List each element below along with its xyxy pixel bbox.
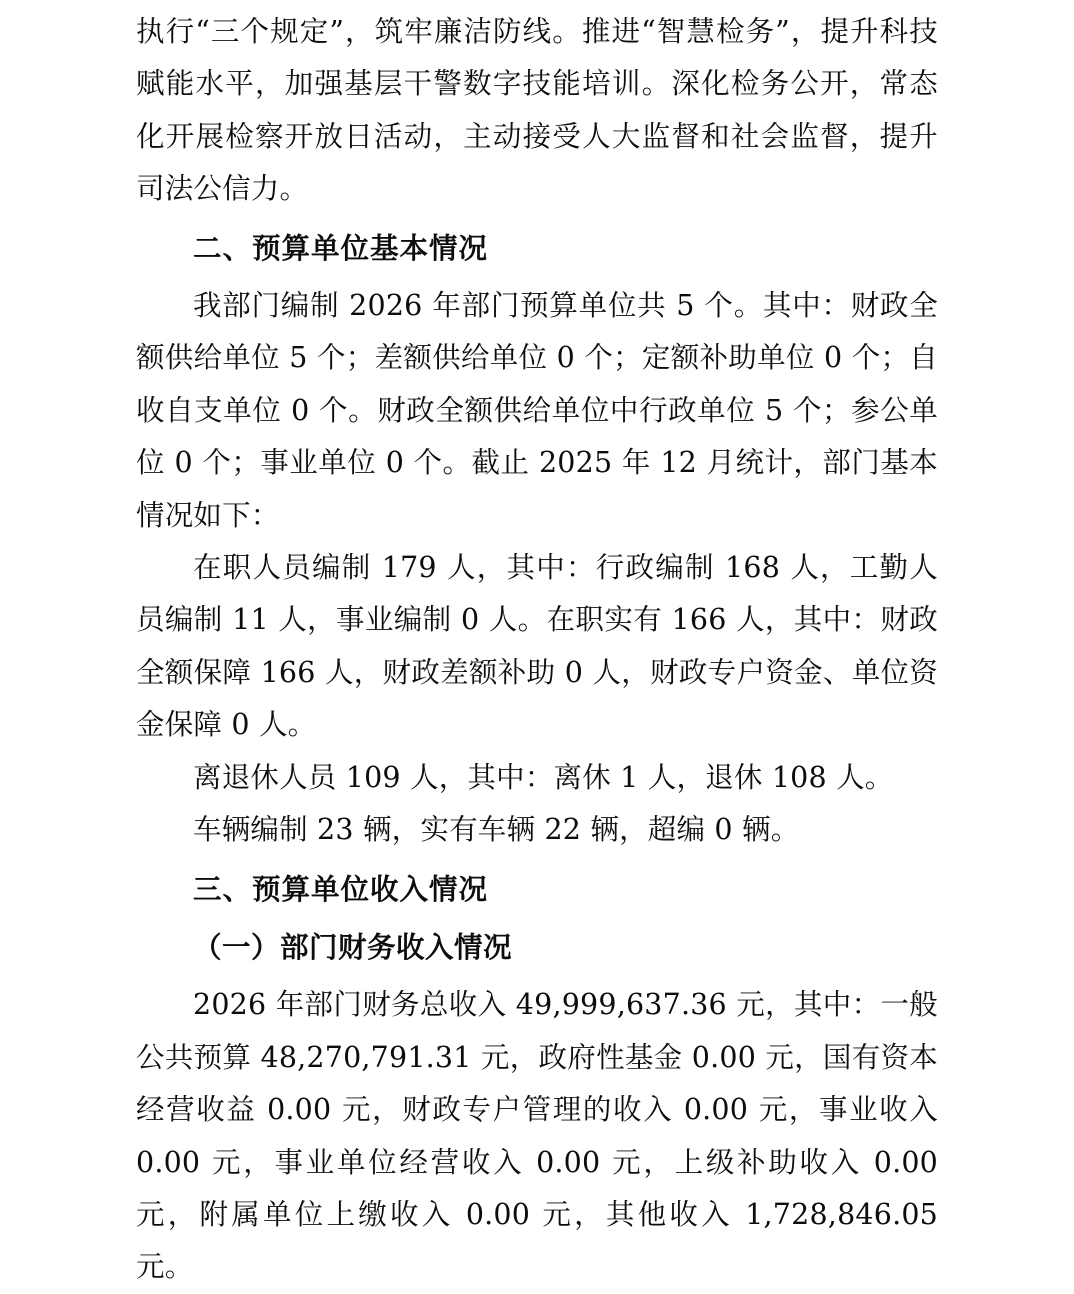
- subsection-heading-one: （一）部门财务收入情况: [193, 929, 513, 964]
- paragraph-budget-units: 我部门编制 2026 年部门预算单位共 5 个。其中：财政全额供给单位 5 个；差额供给单位 0 个；定额补助单位 0 个；自收自支单位 0 个。财政全额供给单位中行政单位 5 个；参公单位 0 个；事业单位 0 个。截止 2025 年 12 月统计，部门基本情况如下：: [136, 289, 938, 532]
- paragraph-staff-count: 在职人员编制 179 人，其中：行政编制 168 人，工勤人员编制 11 人，事业编制 0 人。在职实有 166 人，其中：财政全额保障 166 人，财政差额补助 0 人，财政专户资金、单位资金保障 0 人。: [136, 551, 938, 742]
- paragraph-intro: 执行“三个规定”，筑牢廉洁防线。推进“智慧检务”，提升科技赋能水平，加强基层干警数字技能培训。深化检务公开，常态化开展检察开放日活动，主动接受人大监督和社会监督，提升司法公信力。: [136, 15, 938, 206]
- paragraph-retired-count: 离退休人员 109 人，其中：离休 1 人，退休 108 人。: [193, 760, 894, 794]
- section-heading-two: 二、预算单位基本情况: [193, 230, 489, 265]
- paragraph-vehicle-count: 车辆编制 23 辆，实有车辆 22 辆，超编 0 辆。: [193, 813, 800, 847]
- section-heading-three: 三、预算单位收入情况: [193, 871, 489, 906]
- paragraph-financial-income: 2026 年部门财务总收入 49,999,637.36 元，其中：一般公共预算 48,270,791.31 元，政府性基金 0.00 元，国有资本经营收益 0.00 元，财政专户管理的收入 0.00 元，事业收入 0.00 元，事业单位经营收入 0.00 元，上级补助收入 0.00 元，附属单位上缴收入 0.00 元，其他收入 1,728,846.05 元。: [136, 988, 938, 1284]
